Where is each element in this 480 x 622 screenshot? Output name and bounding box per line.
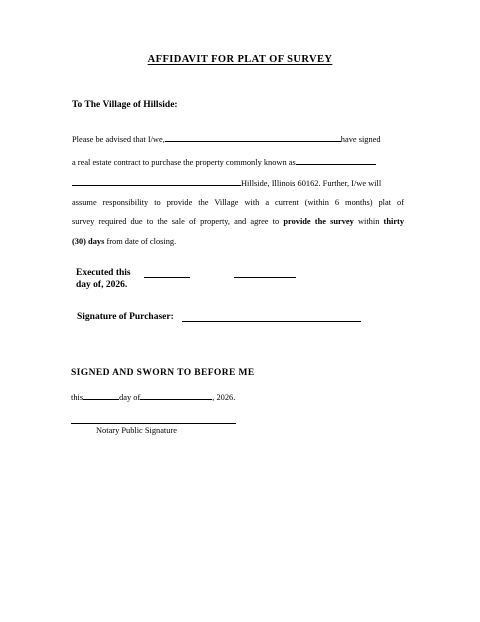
sworn-month-blank[interactable]: [140, 391, 212, 400]
text-provide-survey: provide the survey: [283, 217, 354, 226]
purchaser-signature-blank[interactable]: [182, 321, 361, 322]
text-line5-start: survey required due to the sale of property, and agree to: [72, 217, 280, 226]
executed-day-blank[interactable]: [144, 277, 190, 278]
text-line1-end: have signed: [340, 135, 381, 144]
paragraph-line-2: [72, 156, 404, 169]
text-line6-rest: from date of closing.: [106, 237, 177, 246]
text-within: within: [357, 217, 380, 226]
sworn-date-line: [71, 391, 235, 402]
property-address-blank-1[interactable]: [296, 156, 376, 165]
sworn-heading: SIGNED AND SWORN TO BEFORE ME: [71, 368, 255, 378]
text-line2: a real estate contract to purchase the property commonly known as: [72, 158, 296, 167]
text-thirty-days: (30) days: [72, 237, 105, 246]
executed-block: [76, 267, 131, 291]
paragraph-line-3: [72, 177, 404, 190]
notary-signature-blank[interactable]: [71, 423, 236, 424]
executed-line-1: Executed this: [76, 268, 131, 278]
text-line1-start: Please be advised that I/we,: [72, 135, 165, 144]
text-line4: assume responsibility to provide the Village with a current (within 6 months) plat of: [72, 198, 404, 207]
document-title: [0, 54, 480, 65]
document-title-text: AFFIDAVIT FOR PLAT OF SURVEY: [147, 54, 333, 65]
purchaser-name-blank[interactable]: [165, 133, 341, 142]
text-this: this: [71, 393, 84, 402]
text-thirty: thirty: [383, 217, 405, 226]
executed-line-2: day of, 2026.: [76, 280, 128, 290]
paragraph-line-6: [72, 236, 404, 248]
signature-label: Signature of Purchaser:: [77, 312, 174, 322]
sworn-day-blank[interactable]: [83, 391, 119, 400]
paragraph-line-1: [72, 133, 404, 146]
property-address-blank-2[interactable]: [72, 177, 241, 186]
notary-label: Notary Public Signature: [96, 426, 177, 435]
addressee: To The Village of Hillside:: [72, 100, 178, 110]
executed-month-blank[interactable]: [234, 277, 296, 278]
paragraph-line-4: [72, 197, 404, 209]
text-year: , 2026.: [212, 393, 236, 402]
text-line3-end: Hillside, Illinois 60162. Further, I/we will: [241, 179, 382, 188]
paragraph-line-5: [72, 216, 404, 228]
text-day-of: day of: [119, 393, 141, 402]
